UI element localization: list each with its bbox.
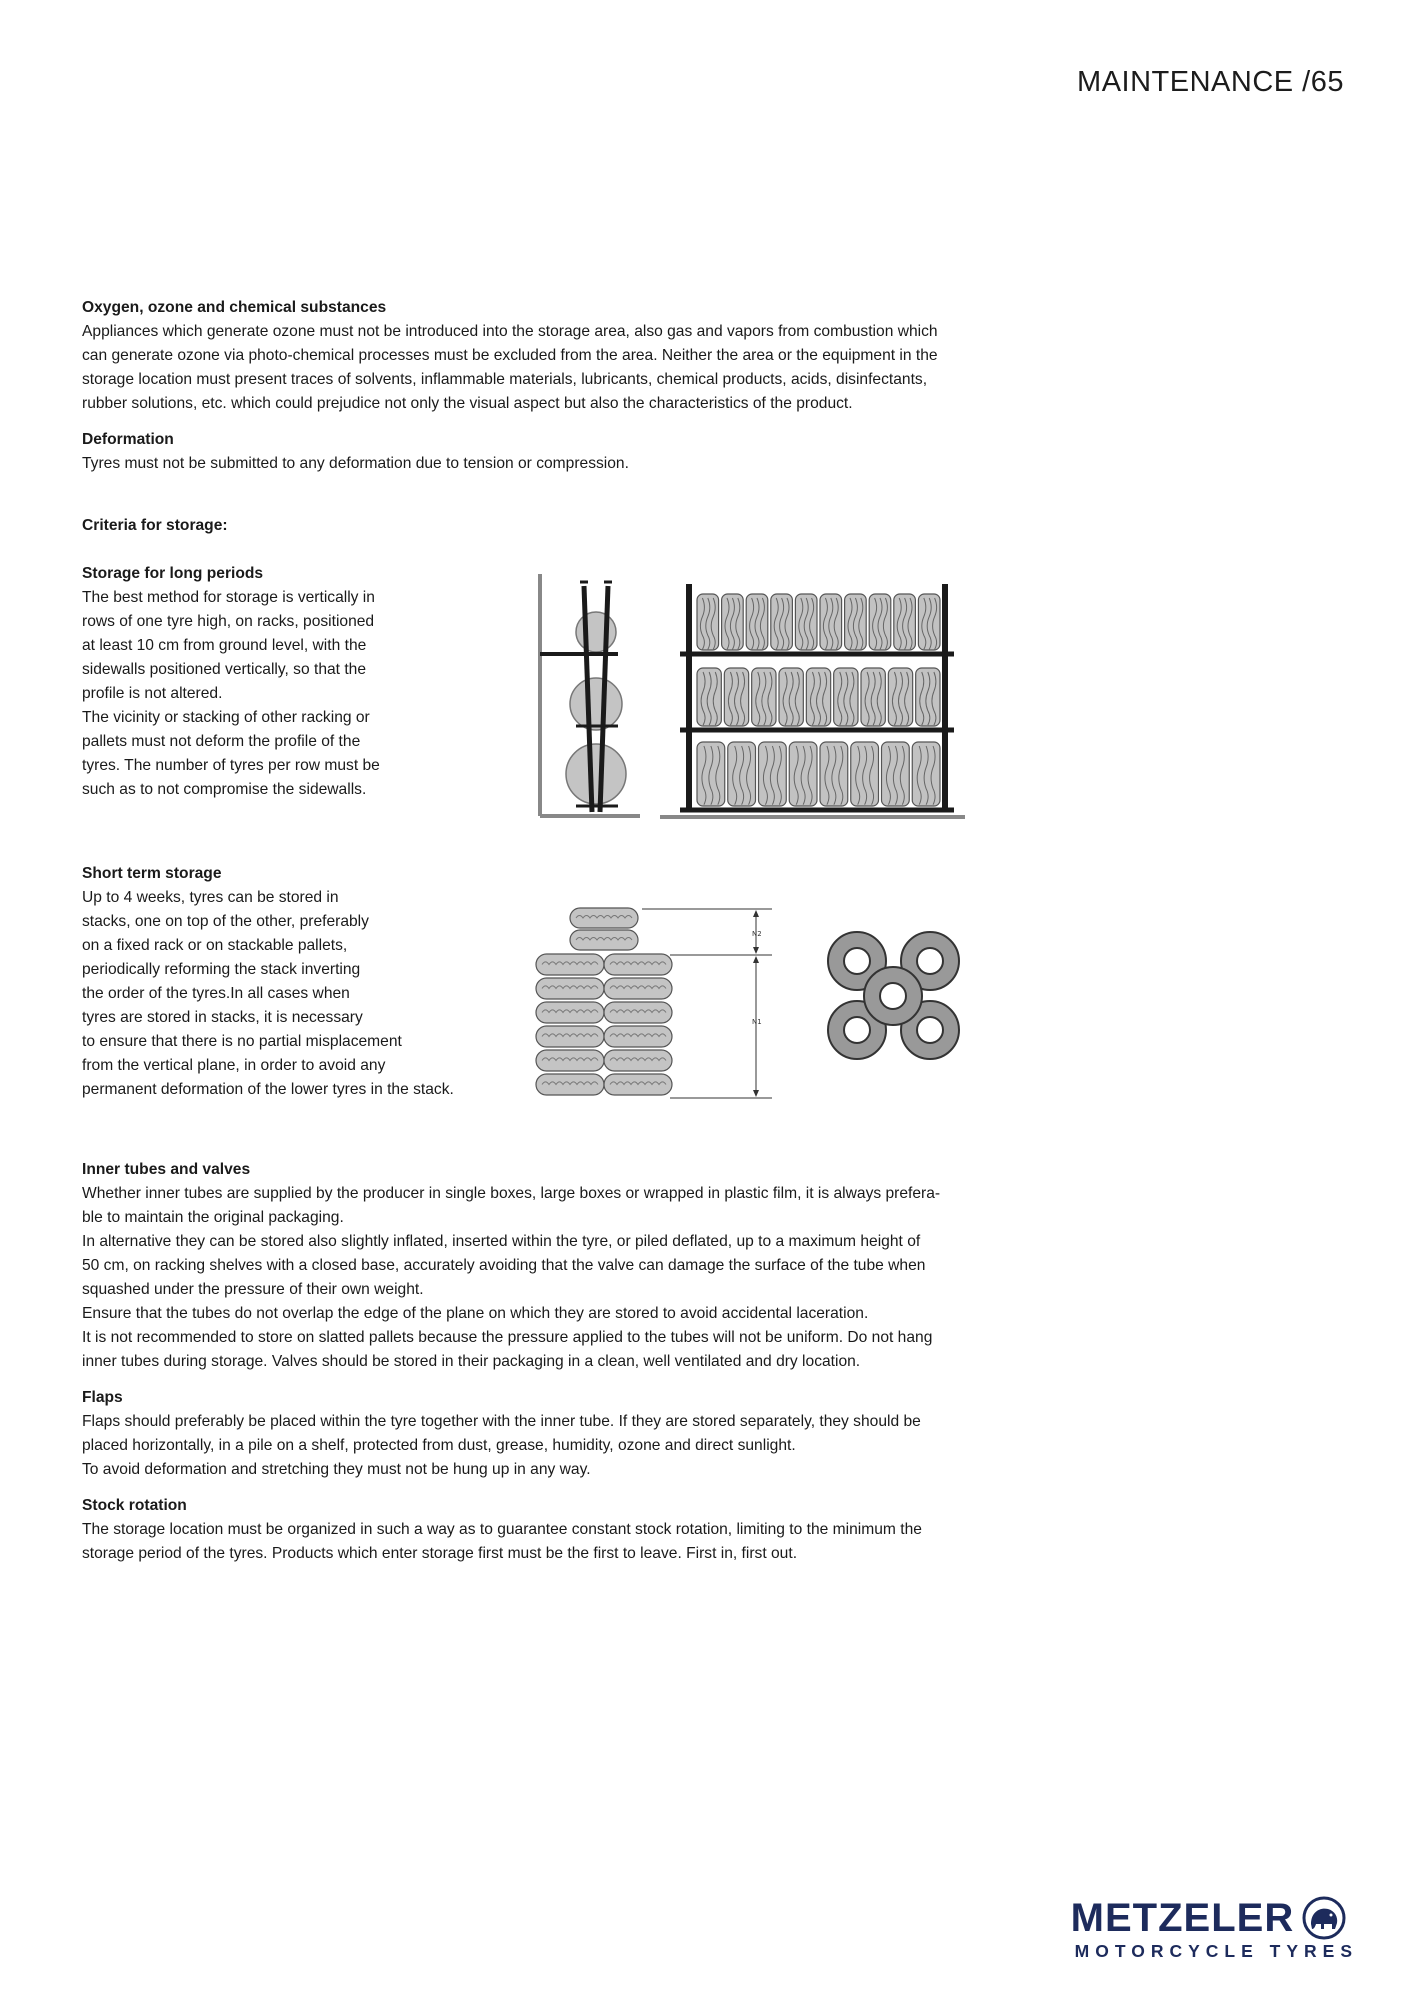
line: rows of one tyre high, on racks, positioned: [82, 613, 375, 630]
line: It is not recommended to store on slatted pallets because the pressure applied to the tubes will not be uniform. Do not hang: [82, 1329, 933, 1346]
line: pallets must not deform the profile of the: [82, 733, 361, 750]
section-title: Inner tubes and valves: [82, 1161, 251, 1178]
line: placed horizontally, in a pile on a shelf, protected from dust, grease, humidity, ozone and direct sunlight.: [82, 1437, 796, 1454]
logo-brand: METZELER: [1070, 1896, 1295, 1940]
line: tyres are stored in stacks, it is necessary: [82, 1009, 363, 1026]
metzeler-logo: [1071, 1896, 1358, 1962]
rack-tyre: [912, 742, 940, 806]
section-short-storage: [82, 862, 502, 1102]
line: Appliances which generate ozone must not be introduced into the storage area, also gas and vapors from combustion which: [82, 323, 938, 340]
page-header: MAINTENANCE /65: [1077, 66, 1344, 98]
line: In alternative they can be stored also slightly inflated, inserted within the tyre, or piled deflated, up to a maximum height of: [82, 1233, 921, 1250]
section-stock-rotation: [82, 1494, 982, 1566]
rack-tyre: [851, 742, 879, 806]
section-deformation: [82, 428, 982, 476]
logo-subtitle: MOTORCYCLE TYRES: [1074, 1941, 1358, 1961]
line: to ensure that there is no partial misplacement: [82, 1033, 402, 1050]
line: storage location must present traces of solvents, inflammable materials, lubricants, chemical products, acids, disinfectants,: [82, 371, 928, 388]
line: Flaps should preferably be placed within the tyre together with the inner tube. If they are stored separately, they should be: [82, 1413, 921, 1430]
section-title: Storage for long periods: [82, 565, 264, 582]
rack-tyre: [882, 742, 910, 806]
line: periodically reforming the stack inverting: [82, 961, 361, 978]
rack-tyre: [728, 742, 756, 806]
line: inner tubes during storage. Valves should be stored in their packaging in a clean, well ventilated and dry location.: [82, 1353, 861, 1370]
elephant-icon: [1302, 1896, 1346, 1940]
rack-front-view-figure: [660, 582, 965, 820]
section-criteria: [82, 514, 228, 538]
section-title: Flaps: [82, 1389, 123, 1406]
line: squashed under the pressure of their own weight.: [82, 1281, 424, 1298]
line: ble to maintain the original packaging.: [82, 1209, 344, 1226]
section-title: Short term storage: [82, 865, 222, 882]
section-title: Oxygen, ozone and chemical substances: [82, 299, 387, 316]
line: on a fixed rack or on stackable pallets,: [82, 937, 348, 954]
line: stacks, one on top of the other, preferably: [82, 913, 369, 930]
line: rubber solutions, etc. which could prejudice not only the visual aspect but also the characteristics of the product.: [82, 395, 853, 412]
section-flaps: [82, 1386, 982, 1482]
line: profile is not altered.: [82, 685, 223, 702]
line: storage period of the tyres. Products which enter storage first must be the first to leave. First in, first out.: [82, 1545, 798, 1562]
section-long-storage: [82, 562, 402, 802]
line: the order of the tyres.In all cases when: [82, 985, 350, 1002]
line: permanent deformation of the lower tyres in the stack.: [82, 1081, 454, 1098]
line: The vicinity or stacking of other racking or: [82, 709, 370, 726]
rack-tyre: [789, 742, 817, 806]
line: Ensure that the tubes do not overlap the edge of the plane on which they are stored to avoid accidental laceration.: [82, 1305, 869, 1322]
line: at least 10 cm from ground level, with the: [82, 637, 367, 654]
line: such as to not compromise the sidewalls.: [82, 781, 367, 798]
tyre-top-view-figure: [826, 928, 962, 1064]
rack-tyre: [697, 742, 725, 806]
section-oxygen: [82, 296, 982, 416]
line: can generate ozone via photo-chemical processes must be excluded from the area. Neither the area or the equipment in the: [82, 347, 938, 364]
line: tyres. The number of tyres per row must be: [82, 757, 380, 774]
tyre-stack-figure: [534, 906, 774, 1102]
section-title: Stock rotation: [82, 1497, 187, 1514]
line: The storage location must be organized in such a way as to guarantee constant stock rotation, limiting to the minimum the: [82, 1521, 922, 1538]
rack-side-view-figure: [536, 574, 646, 819]
n1-label: N1: [752, 1018, 762, 1026]
line: 50 cm, on racking shelves with a closed base, accurately avoiding that the valve can damage the surface of the tube when: [82, 1257, 926, 1274]
line: Whether inner tubes are supplied by the producer in single boxes, large boxes or wrapped in plastic film, it is always prefera-: [82, 1185, 941, 1202]
line: Tyres must not be submitted to any deformation due to tension or compression.: [82, 455, 629, 472]
line: The best method for storage is vertically in: [82, 589, 375, 606]
rack-tyre: [759, 742, 787, 806]
section-title: Criteria for storage:: [82, 517, 228, 534]
line: from the vertical plane, in order to avoid any: [82, 1057, 386, 1074]
line: Up to 4 weeks, tyres can be stored in: [82, 889, 339, 906]
line: To avoid deformation and stretching they must not be hung up in any way.: [82, 1461, 591, 1478]
line: sidewalls positioned vertically, so that the: [82, 661, 367, 678]
rack-tyre: [820, 742, 848, 806]
section-title: Deformation: [82, 431, 174, 448]
n2-label: N2: [752, 930, 762, 938]
section-inner-tubes: [82, 1158, 982, 1374]
